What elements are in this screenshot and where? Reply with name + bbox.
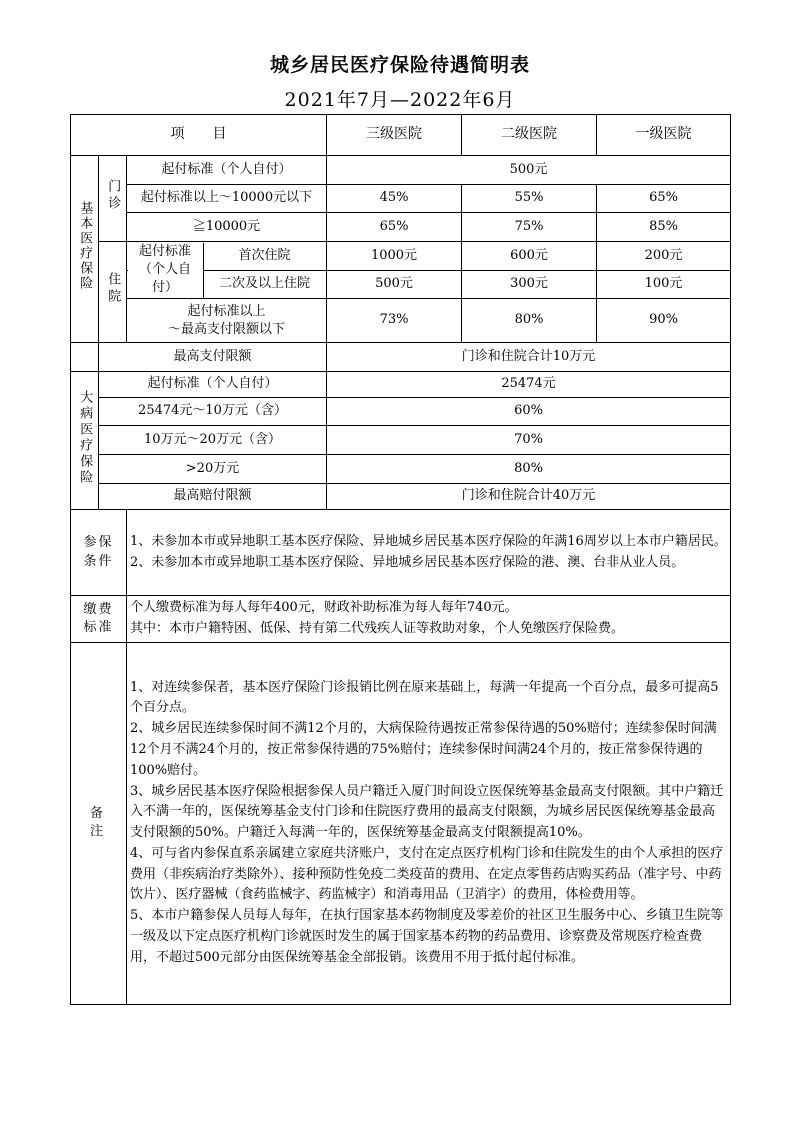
critical-tier2-value: 70%: [327, 426, 731, 455]
eligibility-label: 参保条件: [71, 510, 127, 596]
table-row: [71, 185, 731, 213]
table-row: [71, 426, 731, 455]
table-header-row: [71, 115, 731, 156]
outpatient-high-l2: 75%: [462, 213, 597, 242]
critical-tier1-value: 60%: [327, 398, 731, 426]
outpatient-range-label: 起付标准以上～10000元以下: [127, 185, 327, 213]
inpatient-deductible-label: 起付标准（个人自付）: [128, 243, 204, 298]
inpatient-first-label: 首次住院: [238, 247, 291, 263]
table-row: [71, 398, 731, 426]
note-item: 5、本市户籍参保人员每人每年，在执行国家基本药物制度及零差价的社区卫生服务中心、乡镇卫生院等一级及以下定点医疗机构门诊就医时发生的属于国家基本药物的药品费用、诊察费及常规医疗检查费用，不超过500元部分由医保统筹基金全部报销。该费用不用于抵付起付标准。: [130, 908, 724, 965]
critical-deductible-label: 起付标准（个人自付）: [99, 372, 327, 398]
table-row: [71, 642, 731, 1004]
critical-section-label: 大病医疗保险: [71, 372, 99, 510]
inpatient-range-l3: 73%: [327, 299, 462, 343]
outpatient-label: 门诊: [99, 156, 127, 242]
inpatient-range-l2: 80%: [462, 299, 597, 343]
critical-tier1-label: 25474元～10万元（含）: [99, 398, 327, 426]
inpatient-range-l1: 90%: [597, 299, 731, 343]
basic-section-label: 基本医疗保险: [71, 156, 99, 343]
table-row: [71, 343, 731, 372]
page-title: 城乡居民医疗保险待遇简明表: [269, 54, 530, 76]
inpatient-first-l3: 1000元: [327, 242, 462, 271]
critical-deductible-value: 25474元: [327, 372, 731, 398]
outpatient-high-l1: 85%: [597, 213, 731, 242]
outpatient-range-l2: 55%: [462, 185, 597, 213]
inpatient-repeat-l3: 500元: [327, 271, 462, 299]
header-item: 项 目: [71, 115, 327, 156]
inpatient-repeat-l2: 300元: [462, 271, 597, 299]
basic-max-spacer: [71, 343, 99, 372]
outpatient-range-l3: 45%: [327, 185, 462, 213]
table-row: [71, 484, 731, 510]
outpatient-high-l3: 65%: [327, 213, 462, 242]
critical-tier3-value: 80%: [327, 455, 731, 484]
payment-text: 个人缴费标准为每人每年400元，财政补助标准为每人每年740元。 其中：本市户籍特困、低保、持有第二代残疾人证等救助对象，个人免缴医疗保险费。: [127, 596, 731, 643]
inpatient-repeat-l1: 100元: [597, 271, 731, 299]
outpatient-high-label: ≧10000元: [127, 213, 327, 242]
table-row: [71, 510, 731, 596]
critical-max-value: 门诊和住院合计40万元: [327, 484, 731, 510]
notes-label: 备注: [71, 642, 127, 1004]
inpatient-first-l1: 200元: [597, 242, 731, 271]
notes-text: [127, 642, 731, 1004]
page-subtitle: 2021年7月—2022年6月: [284, 89, 516, 111]
critical-max-label: 最高赔付限额: [99, 484, 327, 510]
table-row: [71, 299, 731, 343]
outpatient-deductible-label: 起付标准（个人自付）: [127, 156, 327, 185]
note-item: 3、城乡居民基本医疗保险根据参保人员户籍迁入厦门时间设立医保统筹基金最高支付限额。其中户籍迁入不满一年的，医保统筹基金支付门诊和住院医疗费用的最高支付限额，为城乡居民医保统筹基金最高支付限额的50%。户籍迁入每满一年的，医保统筹基金最高支付限额提高10%。: [130, 783, 724, 841]
payment-label: 缴费标准: [71, 596, 127, 643]
inpatient-repeat-label: 二次及以上住院: [219, 276, 311, 292]
outpatient-range-l1: 65%: [597, 185, 731, 213]
header-level2: 二级医院: [462, 115, 597, 156]
inpatient-label: 住院: [99, 242, 127, 343]
note-item: 1、对连续参保者，基本医疗保险门诊报销比例在原来基础上，每满一年提高一个百分点，最多可提高5个百分点。: [130, 679, 719, 716]
table-row: [71, 455, 731, 484]
critical-tier3-label: >20万元: [99, 455, 327, 484]
outpatient-deductible-value: 500元: [327, 156, 731, 185]
inpatient-first-l2: 600元: [462, 242, 597, 271]
critical-tier2-label: 10万元～20万元（含）: [99, 426, 327, 455]
table-row: [71, 372, 731, 398]
basic-max-value: 门诊和住院合计10万元: [327, 343, 731, 372]
table-row: [71, 596, 731, 643]
table-row: [71, 213, 731, 242]
header-level1: 一级医院: [597, 115, 731, 156]
header-level3: 三级医院: [327, 115, 462, 156]
inpatient-range-label: 起付标准以上 ～最高支付限额以下: [127, 299, 327, 343]
note-item: 4、可与省内参保直系亲属建立家庭共济账户，支付在定点医疗机构门诊和住院发生的由个人承担的医疗费用（非疾病治疗类除外）、接种预防性免疫二类疫苗的费用、在定点零售药店购买药品（准字号、中药饮片）、医疗器械（食药监械字、药监械字）和消毒用品（卫消字）的费用，体检费用等。: [130, 845, 724, 903]
table-row: [71, 156, 731, 185]
eligibility-text: 1、未参加本市或异地职工基本医疗保险、异地城乡居民基本医疗保险的年满16周岁以上本市户籍居民。 2、未参加本市或异地职工基本医疗保险、异地城乡居民基本医疗保险的港、澳、台非从业人员。: [127, 510, 731, 596]
basic-max-label: 最高支付限额: [99, 343, 327, 372]
note-item: 2、城乡居民连续参保时间不满12个月的，大病保险待遇按正常参保待遇的50%赔付；连续参保时间满12个月不满24个月的，按正常参保待遇的75%赔付；连续参保时间满24个月的，按正常参保待遇的100%赔付。: [130, 721, 717, 778]
